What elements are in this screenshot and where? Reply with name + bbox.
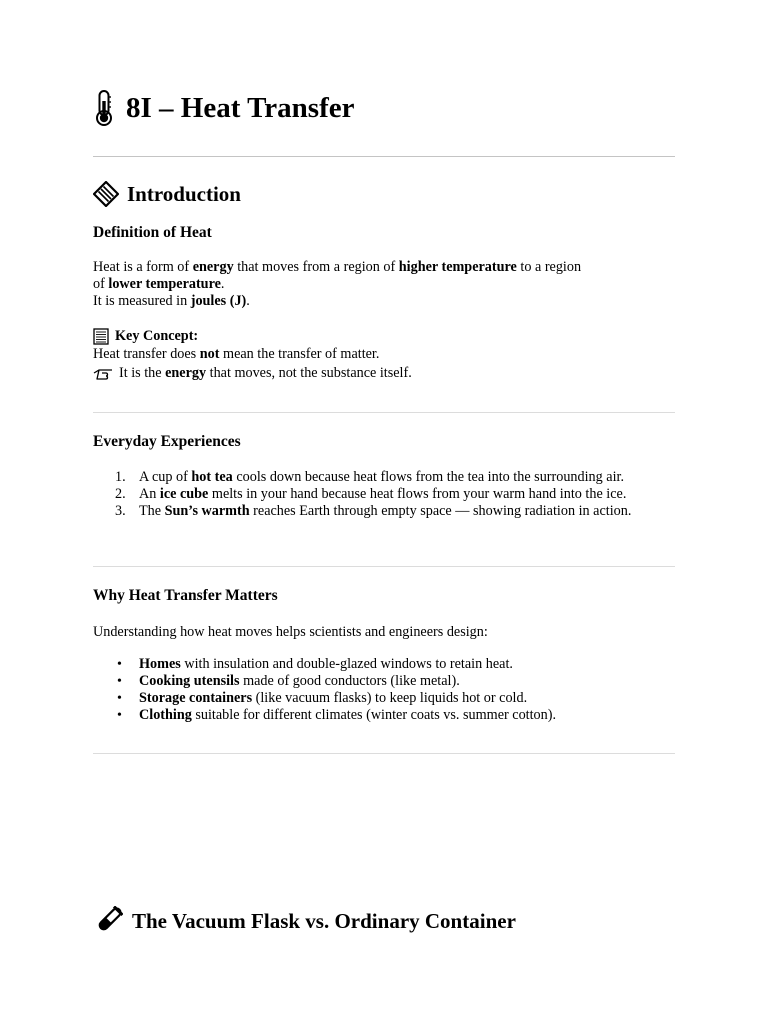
title-row (93, 88, 354, 128)
key-concept-label-row (93, 328, 198, 345)
notebook-icon (93, 328, 109, 345)
key-concept-line-1: Heat transfer does not mean the transfer of matter. (93, 346, 380, 362)
list-item: 3. The Sun’s warmth reaches Earth through empty space — showing radiation in action. (115, 503, 632, 519)
section-heading-vacuum (93, 906, 516, 936)
pointing-hand-icon (93, 366, 113, 382)
divider (93, 412, 675, 413)
page-title: 8I – Heat Transfer (126, 92, 355, 124)
section-heading-introduction (93, 180, 241, 208)
thermometer-icon (93, 89, 115, 127)
list-item: • Storage containers (like vacuum flasks) to keep liquids hot or cold. (117, 690, 528, 706)
list-item: 1. A cup of hot tea cools down because heat flows from the tea into the surrounding air. (115, 469, 625, 485)
key-concept-label: Key Concept: (115, 328, 199, 344)
list-item: • Cooking utensils made of good conductors (like metal). (117, 673, 460, 689)
test-tube-icon (93, 906, 123, 936)
divider (93, 156, 675, 157)
matters-heading: Why Heat Transfer Matters (93, 587, 278, 604)
matters-intro: Understanding how heat moves helps scientists and engineers design: (93, 624, 488, 640)
list-item: • Clothing suitable for different climates (winter coats vs. summer cotton). (117, 707, 556, 723)
definition-line-1: Heat is a form of energy that moves from a region of higher temperature to a region (93, 259, 582, 275)
matters-list (93, 656, 675, 724)
list-item: • Homes with insulation and double-glazed windows to retain heat. (117, 656, 513, 672)
list-item: 2. An ice cube melts in your hand because heat flows from your warm hand into the ice. (115, 486, 627, 502)
definition-line-2: of lower temperature. (93, 276, 225, 292)
divider (93, 566, 675, 567)
key-concept-line-2: It is the energy that moves, not the substance itself. (93, 365, 412, 382)
divider (93, 753, 675, 754)
definition-line-3: It is measured in joules (J). (93, 293, 250, 309)
vacuum-heading: The Vacuum Flask vs. Ordinary Container (132, 909, 516, 933)
diamond-icon (93, 181, 119, 207)
everyday-heading: Everyday Experiences (93, 433, 241, 450)
introduction-heading: Introduction (127, 182, 241, 206)
definition-heading: Definition of Heat (93, 224, 212, 241)
everyday-list (93, 469, 675, 520)
